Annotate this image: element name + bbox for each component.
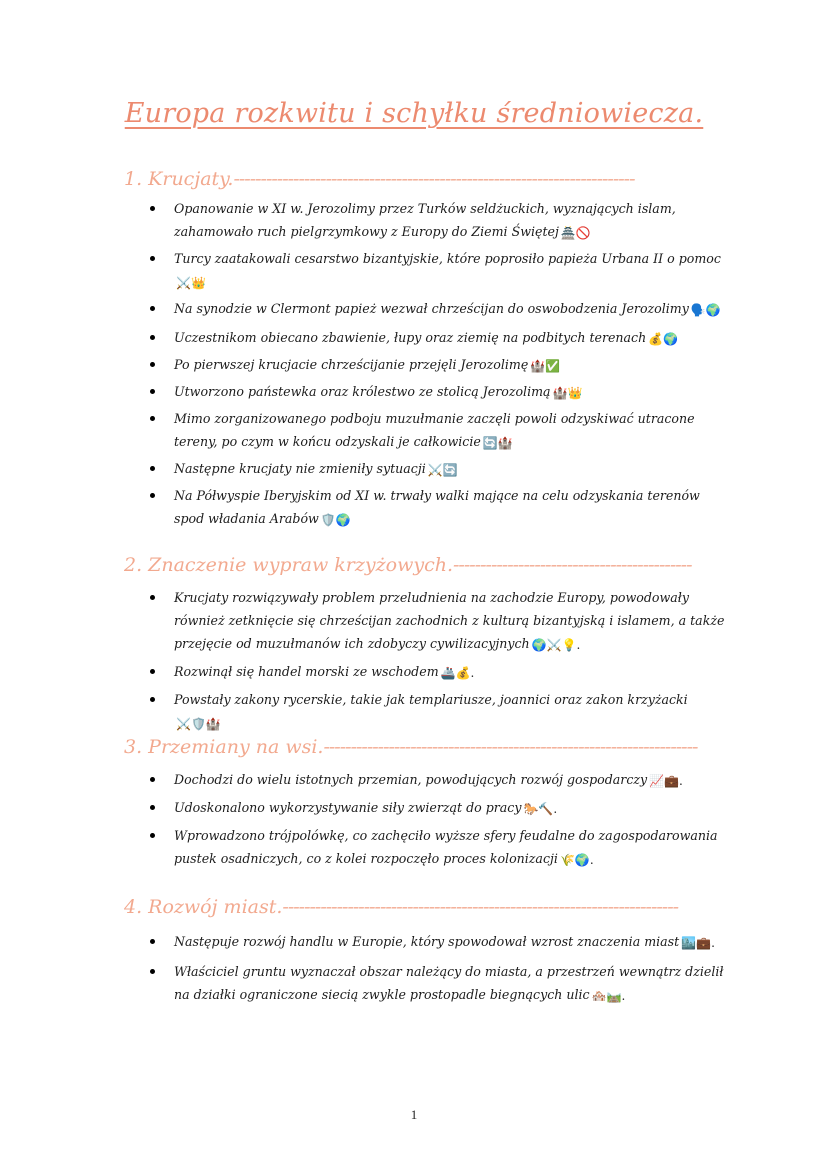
section-przemiany — [124, 733, 732, 872]
list-item: Dochodzi do wielu istotnych przemian, powodujących rozwój gospodarczy 📈💼. — [124, 768, 732, 793]
list-item: Krucjaty rozwiązywały problem przeludnienia na zachodzie Europy, powodowały również zetknięcie się chrześcijan zachodnich z kulturą bizantyjską i islamem, a także przejęcie od muzułmanów ich zdobyczy cywilizacyjnych 🌍⚔️💡. — [124, 586, 732, 657]
bullet-list — [124, 197, 732, 532]
emoji-icons: 🏰✅ — [530, 359, 561, 373]
list-item: Rozwinął się handel morski ze wschodem 🚢💰. — [124, 660, 732, 685]
page-number: 1 — [410, 1107, 418, 1122]
section-rozwoj-miast — [124, 893, 732, 1008]
section-heading: 4. Rozwój miast.------------------------------------------------------------------------- — [124, 896, 679, 918]
section-znaczenie — [124, 551, 732, 736]
emoji-icons: 🏙️💼. — [681, 936, 715, 950]
list-item: Następne krucjaty nie zmieniły sytuacji ⚔️🔄 — [124, 457, 732, 482]
emoji-icons: 🗣️🌍 — [690, 303, 721, 317]
list-item: Opanowanie w XI w. Jerozolimy przez Turków seldżuckich, wyznających islam, zahamowało ruch pielgrzymkowy z Europy do Ziemi Świętej 🏯🚫 — [124, 197, 732, 245]
emoji-icons: 🌾🌍. — [559, 853, 594, 867]
emoji-icons: 🐎🔨. — [523, 802, 558, 816]
emoji-icons: ⚔️🛡️🏰 — [176, 717, 221, 731]
list-item: Turcy zaatakowali cesarstwo bizantyjskie, które poprosiło papieża Urbana II o pomoc⚔️👑 — [124, 247, 732, 295]
bullet-list — [124, 930, 732, 1008]
section-heading: 3. Przemiany na wsi.--------------------------------------------------------------------- — [124, 736, 698, 758]
emoji-icons: 🏘️🛤️. — [591, 989, 626, 1003]
list-item: Mimo zorganizowanego podboju muzułmanie zaczęli powoli odzyskiwać utracone tereny, po czym w końcu odzyskali je całkowicie 🔄🏰 — [124, 407, 732, 455]
list-item: Na synodzie w Clermont papież wezwał chrześcijan do oswobodzenia Jerozolimy 🗣️🌍 — [124, 297, 732, 322]
emoji-icons: 🌍⚔️💡. — [531, 638, 581, 652]
list-item: Wprowadzono trójpolówkę, co zachęciło wyższe sfery feudalne do zagospodarowania pustek osadniczych, co z kolei rozpoczęło proces kolonizacji 🌾🌍. — [124, 824, 732, 872]
emoji-icons: 🚢💰. — [440, 666, 475, 680]
page-title: Europa rozkwitu i schyłku średniowiecza. — [124, 98, 704, 129]
bullet-list — [124, 768, 732, 872]
list-item: Uczestnikom obiecano zbawienie, łupy oraz ziemię na podbitych terenach 💰🌍 — [124, 326, 732, 351]
emoji-icons: ⚔️🔄 — [427, 463, 458, 477]
list-item: Na Półwyspie Iberyjskim od XI w. trwały walki mające na celu odzyskania terenów spod władania Arabów 🛡️🌍 — [124, 484, 732, 532]
list-item: Utworzono państewka oraz królestwo ze stolicą Jerozolimą 🏰👑 — [124, 380, 732, 405]
emoji-icons: 📈💼. — [649, 774, 683, 788]
list-item: Właściciel gruntu wyznaczał obszar należący do miasta, a przestrzeń wewnątrz dzielił na działki ograniczone siecią zwykle prostopadle biegnących ulic 🏘️🛤️. — [124, 960, 732, 1008]
section-krucjaty — [124, 165, 732, 532]
section-heading: 2. Znaczenie wypraw krzyżowych.-------------------------------------------- — [124, 554, 692, 576]
emoji-icons: ⚔️👑 — [176, 276, 206, 290]
emoji-icons: 💰🌍 — [648, 332, 679, 346]
emoji-icons: 🛡️🌍 — [320, 513, 351, 527]
bullet-list — [124, 586, 732, 736]
list-item: Po pierwszej krucjacie chrześcijanie przejęli Jerozolimę 🏰✅ — [124, 353, 732, 378]
emoji-icons: 🏯🚫 — [560, 226, 591, 240]
emoji-icons: 🔄🏰 — [482, 436, 513, 450]
list-item: Powstały zakony rycerskie, takie jak templariusze, joannici oraz zakon krzyżacki⚔️🛡️🏰 — [124, 688, 732, 736]
list-item: Następuje rozwój handlu w Europie, który spowodował wzrost znaczenia miast 🏙️💼. — [124, 930, 732, 955]
list-item: Udoskonalono wykorzystywanie siły zwierząt do pracy 🐎🔨. — [124, 796, 732, 821]
emoji-icons: 🏰👑 — [552, 386, 583, 400]
section-heading: 1. Krucjaty.-------------------------------------------------------------------------- — [124, 168, 635, 190]
